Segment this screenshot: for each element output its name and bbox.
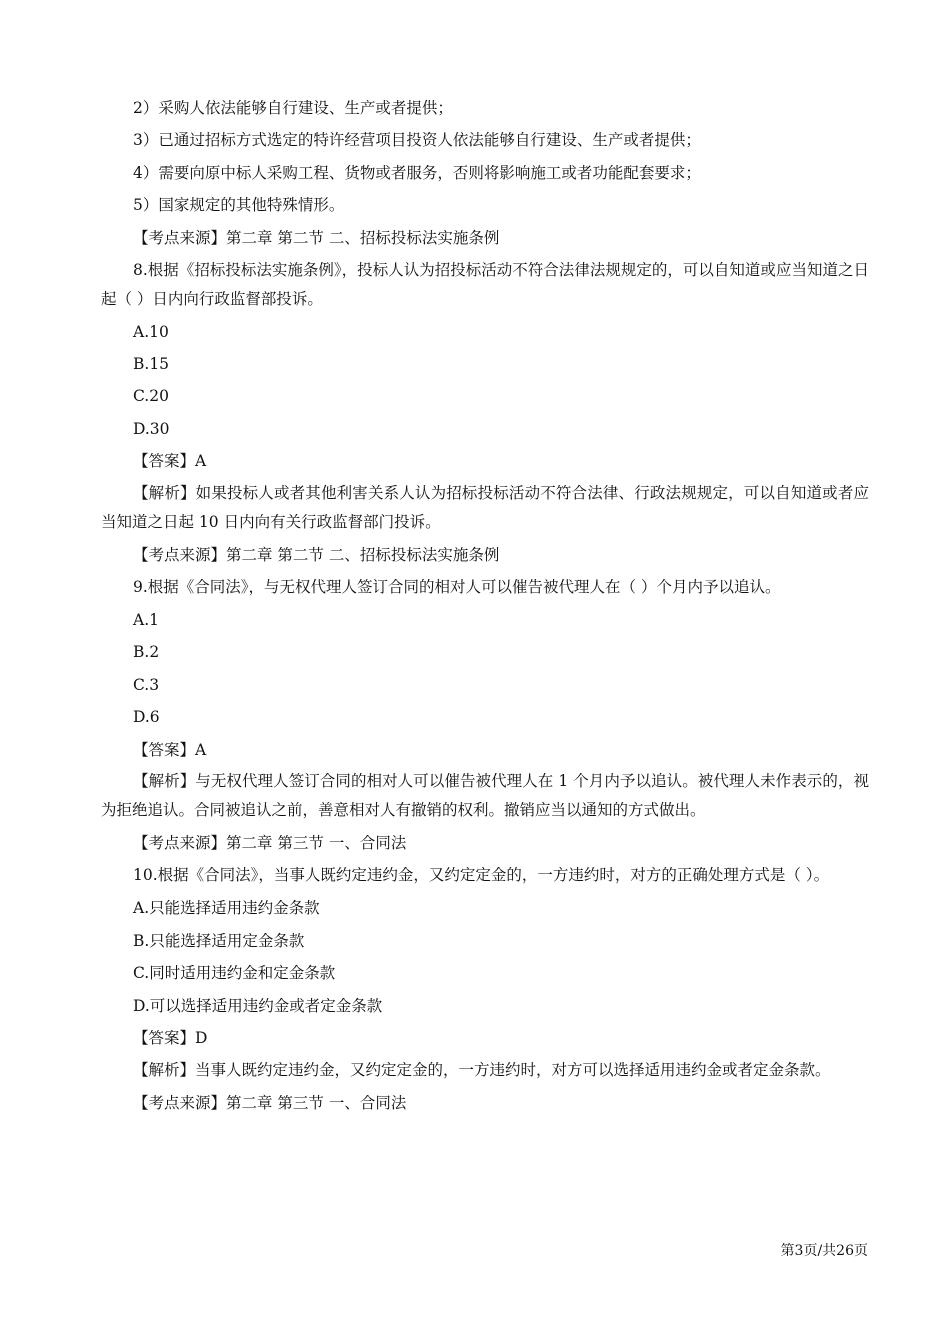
question-10-option-b: B.只能选择适用定金条款 <box>133 931 305 950</box>
question-8-source: 【考点来源】第二章 第二节 二、招标投标法实施条例 <box>133 546 500 565</box>
list-item: 3）已通过招标方式选定的特许经营项目投资人依法能够自行建设、生产或者提供； <box>133 131 701 150</box>
question-9-option-a: A.1 <box>133 610 159 629</box>
question-9-option-d: D.6 <box>133 708 160 727</box>
page-number: 第3页/共26页 <box>780 1243 868 1259</box>
question-8-option-d: D.30 <box>133 419 170 438</box>
list-item: 5）国家规定的其他特殊情形。 <box>133 196 345 215</box>
question-10-analysis: 【解析】当事人既约定违约金，又约定定金的，一方违约时，对方可以选择适用违约金或者定金条款。 <box>133 1060 831 1079</box>
page-content <box>101 92 869 1119</box>
question-9-option-c: C.3 <box>133 675 160 694</box>
question-10-option-c: C.同时适用违约金和定金条款 <box>133 964 336 983</box>
question-10-option-d: D.可以选择适用违约金或者定金条款 <box>133 996 383 1015</box>
question-8-option-b: B.15 <box>133 354 170 373</box>
question-10-option-a: A.只能选择适用违约金条款 <box>133 899 320 918</box>
question-8-option-a: A.10 <box>133 322 169 341</box>
question-8-option-c: C.20 <box>133 387 169 406</box>
question-10-stem: 10.根据《合同法》，当事人既约定违约金，又约定定金的，一方违约时，对方的正确处理方式是（ ）。 <box>133 866 830 885</box>
question-9-source: 【考点来源】第二章 第三节 一、合同法 <box>133 834 407 853</box>
question-9-answer: 【答案】A <box>133 740 207 759</box>
list-item: 4）需要向原中标人采购工程、货物或者服务，否则将影响施工或者功能配套要求； <box>133 163 701 182</box>
question-9-option-b: B.2 <box>133 643 160 662</box>
source-line: 【考点来源】第二章 第二节 二、招标投标法实施条例 <box>133 228 500 247</box>
question-10-answer: 【答案】D <box>133 1028 208 1047</box>
question-9-analysis: 【解析】与无权代理人签订合同的相对人可以催告被代理人在 1 个月内予以追认。被代理人未作表示的，视为拒绝追认。合同被追认之前，善意相对人有撤销的权利。撤销应当以通知的方式做出。 <box>101 772 869 820</box>
list-item: 2）采购人依法能够自行建设、生产或者提供； <box>133 99 453 117</box>
question-8-answer: 【答案】A <box>133 452 207 471</box>
question-8-stem: 8.根据《招标投标法实施条例》，投标人认为招投标活动不符合法律法规规定的，可以自知道或应当知道之日起（ ）日内向行政监督部投诉。 <box>101 260 869 308</box>
question-10-source: 【考点来源】第二章 第三节 一、合同法 <box>133 1093 407 1112</box>
question-8-analysis: 【解析】如果投标人或者其他利害关系人认为招标投标活动不符合法律、行政法规规定，可以自知道或者应当知道之日起 10 日内向有关行政监督部门投诉。 <box>101 484 869 532</box>
question-9-stem: 9.根据《合同法》，与无权代理人签订合同的相对人可以催告被代理人在（ ）个月内予以追认。 <box>133 578 781 597</box>
